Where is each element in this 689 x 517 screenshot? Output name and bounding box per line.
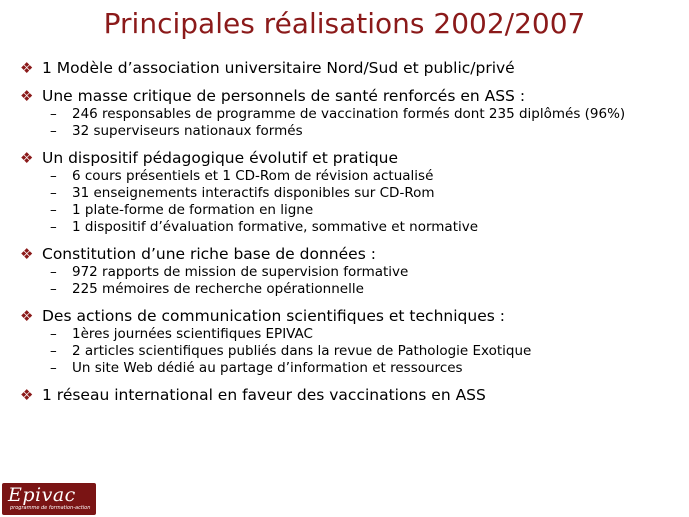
dash-icon: – [50,360,57,376]
sub-item-text: 6 cours présentiels et 1 CD-Rom de révision actualisé [72,168,434,184]
sub-list [20,168,680,236]
bullet-item [20,86,680,106]
dash-icon: – [50,281,57,297]
epivac-logo [2,483,96,515]
bullet-text: 1 réseau international en faveur des vaccinations en ASS [42,386,486,404]
bullet-text: 1 Modèle d’association universitaire Nord/Sud et public/privé [42,59,515,77]
sub-list [20,264,680,298]
sub-item-text: 1ères journées scientifiques EPIVAC [72,326,313,342]
bullet-list [20,58,680,405]
dash-icon: – [50,219,57,235]
diamond-bullet-icon: ❖ [20,59,34,77]
sub-item [20,106,672,123]
sub-item-text: 1 dispositif d’évaluation formative, sommative et normative [72,219,479,235]
sub-item-text: 225 mémoires de recherche opérationnelle [72,281,364,297]
dash-icon: – [50,123,57,139]
sub-item-text: 2 articles scientifiques publiés dans la revue de Pathologie Exotique [72,343,532,359]
diamond-bullet-icon: ❖ [20,149,34,167]
dash-icon: – [50,185,57,201]
sub-item-text: 972 rapports de mission de supervision formative [72,264,409,280]
sub-item [20,123,680,140]
sub-item [20,264,680,281]
diamond-bullet-icon: ❖ [20,245,34,263]
sub-item [20,219,680,236]
sub-list [20,106,680,140]
dash-icon: – [50,326,57,342]
bullet-text: Des actions de communication scientifiques et techniques : [42,307,505,325]
sub-item-text: 31 enseignements interactifs disponibles sur CD-Rom [72,185,435,201]
sub-list [20,326,680,377]
sub-item [20,343,680,360]
sub-item-text: 246 responsables de programme de vaccination formés dont 235 diplômés (96%) [72,106,626,122]
bullet-item [20,385,680,405]
bullet-text: Une masse critique de personnels de santé renforcés en ASS : [42,87,526,105]
sub-item-text: 1 plate-forme de formation en ligne [72,202,314,218]
logo-name: Epivac [8,484,76,506]
dash-icon: – [50,264,57,280]
diamond-bullet-icon: ❖ [20,386,34,404]
dash-icon: – [50,343,57,359]
diamond-bullet-icon: ❖ [20,87,34,105]
sub-item [20,360,680,377]
dash-icon: – [50,106,57,122]
bullet-item [20,58,680,78]
bullet-item [20,244,680,264]
dash-icon: – [50,202,57,218]
slide-title: Principales réalisations 2002/2007 [103,7,586,40]
sub-item [20,202,680,219]
sub-item-text: Un site Web dédié au partage d’information et ressources [72,360,463,376]
sub-item [20,281,680,298]
bullet-text: Un dispositif pédagogique évolutif et pratique [42,149,399,167]
sub-item [20,326,680,343]
bullet-item [20,148,680,168]
dash-icon: – [50,168,57,184]
bullet-text: Constitution d’une riche base de données : [42,245,376,263]
logo-tagline: programme de formation-action [10,505,91,511]
sub-item [20,185,680,202]
bullet-item [20,306,680,326]
sub-item [20,168,680,185]
sub-item-text: 32 superviseurs nationaux formés [72,123,303,139]
diamond-bullet-icon: ❖ [20,307,34,325]
